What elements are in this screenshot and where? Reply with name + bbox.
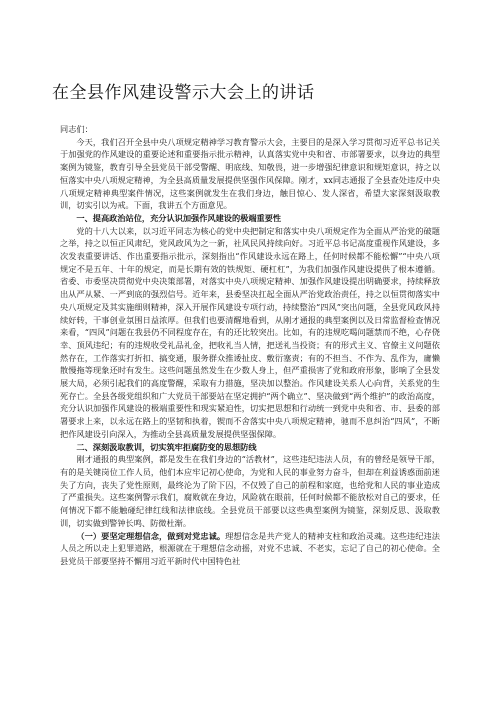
document-body [60,123,440,568]
salutation: 同志们： [60,124,93,134]
paragraph-intro: 今天，我们召开全县中央八项规定精神学习教育警示大会，主要目的是深入学习贯彻习近平总书记关于加强党的作风建设的重要论述和重要指示批示精神，认真落实党中央和省、市部署要求，以身边的典型案例为镜鉴，教育引导全县党员干部受警醒、明底线、知敬畏，进一步增强纪律意识和规矩意识，持之以恒落实中央八项规定精神，为全县高质量发展提供坚强作风保障。刚才，xx同志通报了全县查处违反中央八项规定精神典型案件情况，这些案例就发生在我们身边，触目惊心、发人深省，希望大家深刻汲取教训，切实引以为戒。下面，我讲五个方面意见。 [60,136,440,211]
subsection-1 [60,530,440,568]
paragraph-section2: 刚才通报的典型案例，都是发生在我们身边的“活教材”，这些违纪违法人员，有的曾经是领导干部，有的是关键岗位工作人员，他们本应牢记初心使命，为党和人民的事业努力奋斗，但却在利益诱惑面前迷失了方向，丧失了党性原则，最终沦为了阶下囚，不仅毁了自己的前程和家庭，也给党和人民的事业造成了严重损失。这些案例警示我们，腐败就在身边，风险就在眼前，任何时候都不能放松对自己的要求，任何情况下都不能触碰纪律红线和法律底线。全县党员干部要以这些典型案例为镜鉴，深刻反思、汲取教训，切实做到警钟长鸣、防微杜渐。 [60,454,440,528]
section-heading-2: 二、深刻汲取教训，切实筑牢拒腐防变的思想防线 [76,441,257,452]
subsection-1-heading: （一）要坚定理想信念，做到对党忠诚。 [76,530,226,541]
section-heading-1: 一、提高政治站位，充分认识加强作风建设的极端重要性 [76,212,282,223]
subsection-1-text: 理想信念是共产党人的精神支柱和政治灵魂。这些违纪违法人员之所以走上犯罪道路，根源就在于理想信念动摇，对党不忠诚、不老实，忘记了自己的初心使命。全县党员干部要坚持不懈用习近平新时代中国特色社 [60,530,440,566]
paragraph-section1: 党的十八大以来，以习近平同志为核心的党中央把制定和落实中央八项规定作为全面从严治党的破题之举，持之以恒正风肃纪，党风政风为之一新，社风民风持续向好。习近平总书记高度重视作风建设，多次发表重要讲话、作出重要指示批示，深刻指出“作风建设永远在路上，任何时候都不能松懈”“中央八项规定不是五年、十年的规定，而是长期有效的铁规矩、硬杠杠”，为我们加强作风建设提供了根本遵循。省委、市委坚决贯彻党中央决策部署，对落实中央八项规定精神、加强作风建设提出明确要求，持续释放出从严从紧、一严到底的强烈信号。近年来，县委坚决扛起全面从严治党政治责任，持之以恒贯彻落实中央八项规定及其实施细则精神，深入开展作风建设专项行动，持续整治“四风”突出问题，全县党风政风持续好转，干事创业氛围日益浓厚。但我们也要清醒地看到，从刚才通报的典型案例以及日常监督检查情况来看，“四风”问题在我县仍不同程度存在，有的还比较突出。比如，有的违规吃喝问题禁而不绝，心存侥幸、顶风违纪；有的违规收受礼品礼金，把收礼当人情，把送礼当投资；有的形式主义、官僚主义问题依然存在，工作落实打折扣、搞变通，服务群众推诿扯皮、敷衍塞责；有的不担当、不作为、乱作为，庸懒散慢拖等现象还时有发生。这些问题虽然发生在少数人身上，但严重损害了党和政府形象，影响了全县发展大局，必须引起我们的高度警醒，采取有力措施，坚决加以整治。作风建设关系人心向背，关系党的生死存亡。全县各级党组织和广大党员干部要站在坚定拥护“两个确立”、坚决做到“两个维护”的政治高度，充分认识加强作风建设的极端重要性和现实紧迫性，切实把思想和行动统一到党中央和省、市、县委的部署要求上来，以永远在路上的坚韧和执着，锲而不舍落实中央八项规定精神，驰而不息纠治“四风”，不断把作风建设引向深入，为推动全县高质量发展提供坚强保障。 [60,225,440,439]
document-title: 在全县作风建设警示大会上的讲话 [52,83,315,103]
